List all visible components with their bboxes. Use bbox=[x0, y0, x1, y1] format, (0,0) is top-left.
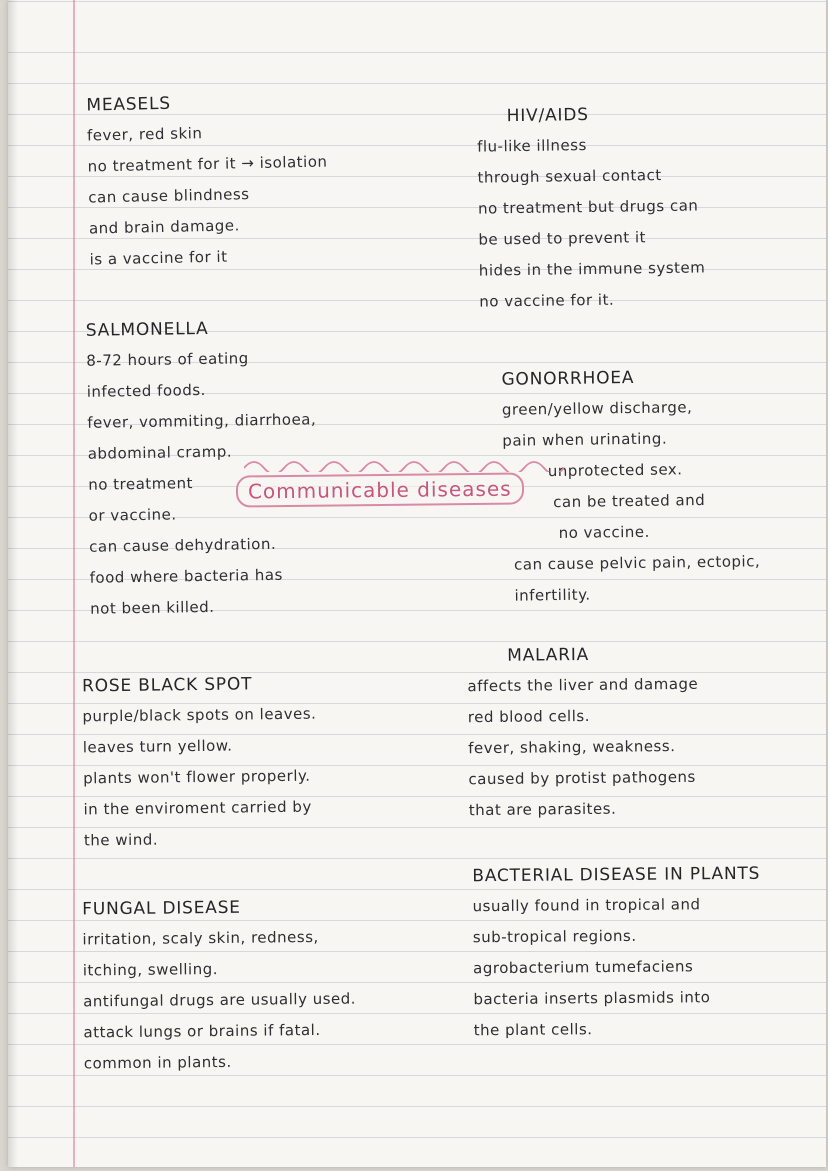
note-line: no vaccine for it. bbox=[479, 290, 615, 311]
section-heading: FUNGAL DISEASE bbox=[82, 897, 241, 920]
note-line: that are parasites. bbox=[468, 799, 617, 820]
section-measels bbox=[86, 86, 330, 276]
note-line: no treatment bbox=[88, 474, 194, 494]
note-line: common in plants. bbox=[83, 1052, 232, 1073]
section-heading: ROSE BLACK SPOT bbox=[81, 674, 253, 697]
note-line: can be treated and bbox=[553, 490, 706, 512]
note-line: through sexual contact bbox=[477, 166, 662, 187]
margin-line bbox=[73, 0, 75, 1167]
section-hiv-aids bbox=[477, 98, 706, 317]
section-heading: BACTERIAL DISEASE IN PLANTS bbox=[472, 863, 761, 887]
note-line: caused by protist pathogens bbox=[468, 767, 696, 789]
note-line: infertility. bbox=[514, 585, 591, 605]
note-line: antifungal drugs are usually used. bbox=[83, 989, 357, 1011]
section-malaria bbox=[467, 639, 700, 826]
note-line: usually found in tropical and bbox=[472, 895, 701, 916]
note-line: no treatment but drugs can bbox=[477, 196, 699, 218]
note-line: can cause blindness bbox=[88, 185, 250, 207]
note-line: and brain damage. bbox=[88, 216, 240, 238]
section-heading: SALMONELLA bbox=[85, 318, 209, 341]
note-line: red blood cells. bbox=[467, 706, 591, 727]
section-heading: HIV/AIDS bbox=[506, 105, 589, 127]
note-line: green/yellow discharge, bbox=[501, 398, 693, 419]
note-line: irritation, scaly skin, redness, bbox=[82, 927, 319, 949]
note-line: infected foods. bbox=[86, 380, 206, 401]
page-title: Communicable diseases bbox=[236, 472, 524, 507]
note-line: the wind. bbox=[83, 830, 159, 850]
note-line: affects the liver and damage bbox=[467, 674, 699, 696]
note-line: fever, shaking, weakness. bbox=[468, 737, 676, 758]
section-fungal-disease bbox=[82, 892, 357, 1080]
note-line: sub-tropical regions. bbox=[472, 926, 637, 947]
note-line: purple/black spots on leaves. bbox=[82, 704, 317, 726]
note-line: 8-72 hours of eating bbox=[86, 349, 249, 370]
note-line: fever, vommiting, diarrhoea, bbox=[87, 410, 317, 432]
section-heading: MEASELS bbox=[86, 93, 172, 116]
note-line: can cause dehydration. bbox=[89, 534, 277, 556]
note-line: hides in the immune system bbox=[478, 258, 706, 280]
note-line: flu-like illness bbox=[477, 136, 587, 156]
note-line: no treatment for it → isolation bbox=[87, 152, 328, 176]
notebook-page bbox=[8, 0, 826, 1167]
section-gonorrhoea bbox=[501, 361, 761, 612]
note-line: attack lungs or brains if fatal. bbox=[83, 1020, 321, 1042]
page-binding-shadow bbox=[8, 0, 18, 1167]
note-line: or vaccine. bbox=[88, 505, 177, 525]
note-line: can cause pelvic pain, ectopic, bbox=[513, 552, 761, 574]
note-line: bacteria inserts plasmids into bbox=[473, 988, 711, 1009]
section-bacterial-disease-in-plants bbox=[472, 859, 761, 1047]
note-line: abdominal cramp. bbox=[87, 442, 233, 463]
note-line: fever, red skin bbox=[86, 124, 203, 145]
note-line: food where bacteria has bbox=[89, 565, 283, 587]
note-line: the plant cells. bbox=[473, 1020, 593, 1040]
note-line: in the enviroment carried by bbox=[83, 797, 312, 819]
section-heading: MALARIA bbox=[507, 644, 590, 666]
note-line: unprotected sex. bbox=[547, 460, 683, 481]
note-line: be used to prevent it bbox=[478, 228, 647, 249]
note-line: agrobacterium tumefaciens bbox=[473, 957, 694, 978]
note-line: not been killed. bbox=[90, 597, 215, 618]
note-line: plants won't flower properly. bbox=[83, 766, 311, 788]
section-heading: GONORRHOEA bbox=[501, 367, 635, 390]
note-line: pain when urinating. bbox=[502, 429, 668, 450]
note-line: is a vaccine for it bbox=[89, 247, 228, 269]
note-line: leaves turn yellow. bbox=[82, 736, 233, 757]
bubble-wave-decoration bbox=[244, 452, 564, 472]
section-rose-black-spot bbox=[82, 669, 318, 857]
note-line: no vaccine. bbox=[558, 522, 650, 543]
note-line: itching, swelling. bbox=[82, 960, 219, 980]
